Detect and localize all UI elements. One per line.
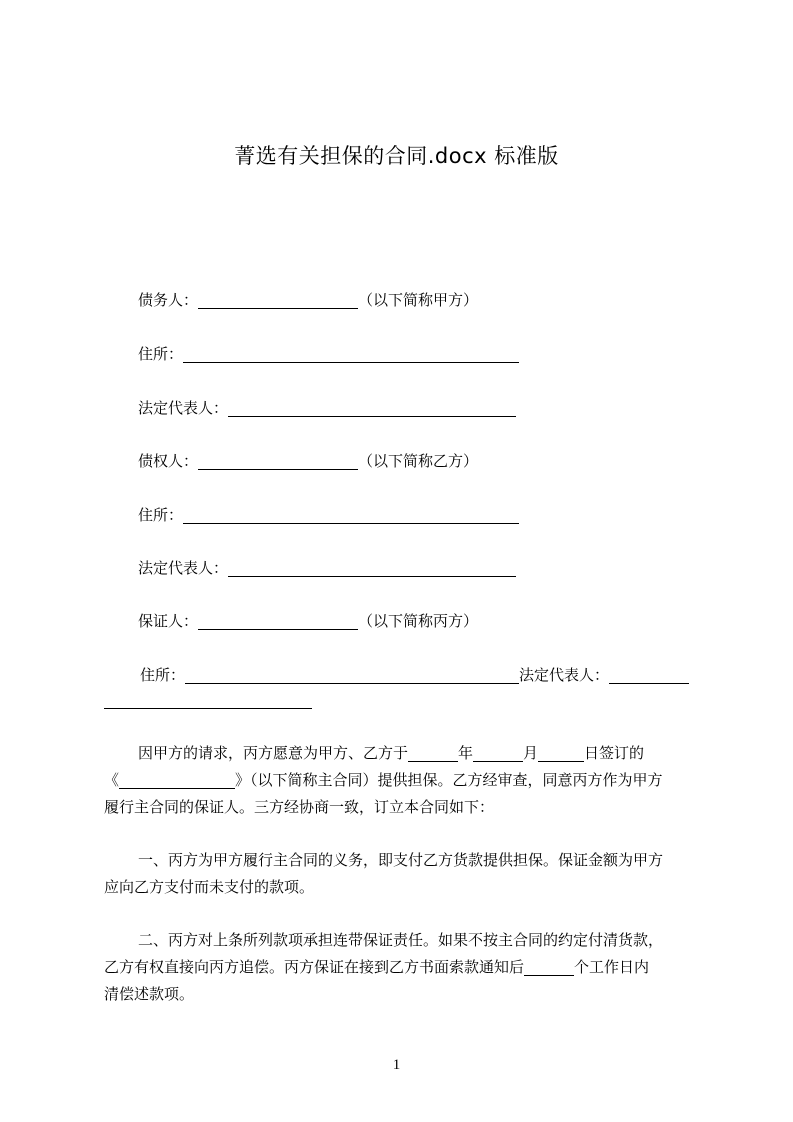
year-blank — [408, 745, 458, 762]
debtor-field — [138, 289, 478, 311]
clause-2-text: 个工作日内 — [574, 958, 650, 976]
contract-name-blank — [119, 772, 235, 789]
debtor-address-blank — [183, 346, 519, 363]
preamble-text: 因甲方的请求，丙方愿意为甲方、乙方于 — [138, 744, 409, 762]
debtor-rep-label: 法定代表人： — [138, 399, 229, 417]
guarantor-rep-blank-continued — [104, 692, 312, 709]
debtor-blank — [198, 292, 358, 309]
document-title: 菁选有关担保的合同.docx 标准版 — [234, 144, 559, 168]
contract-name-open: 《 — [104, 771, 120, 789]
workdays-blank — [524, 959, 574, 976]
debtor-note: （以下简称甲方） — [358, 291, 479, 309]
clause-2-line — [104, 954, 700, 981]
creditor-address-field — [138, 504, 519, 526]
clause-1-line: 应向乙方支付而未支付的款项。 — [104, 878, 315, 896]
guarantor-rep-blank — [609, 667, 689, 684]
debtor-rep-field — [138, 397, 516, 419]
creditor-blank — [198, 453, 358, 470]
debtor-address-field — [138, 343, 519, 365]
page-number: 1 — [392, 1057, 401, 1073]
guarantor-label: 保证人： — [138, 612, 199, 630]
clause-1-line: 一、丙方为甲方履行主合同的义务，即支付乙方货款提供担保。保证金额为甲方 — [138, 851, 664, 869]
guarantor-address-label: 住所： — [140, 666, 186, 684]
clause-2-line: 二、丙方对上条所列款项承担连带保证责任。如果不按主合同的约定付清货款， — [138, 931, 664, 949]
preamble-text: 》（以下简称主合同）提供担保。乙方经审查，同意丙方作为甲方 — [235, 771, 663, 789]
creditor-address-label: 住所： — [138, 506, 184, 524]
creditor-field — [138, 450, 478, 472]
creditor-note: （以下简称乙方） — [358, 452, 479, 470]
preamble-paragraph — [104, 740, 700, 821]
creditor-rep-field — [138, 557, 516, 579]
preamble-line — [104, 767, 700, 794]
preamble-line: 履行主合同的保证人。三方经协商一致，订立本合同如下： — [104, 798, 495, 816]
debtor-label: 债务人： — [138, 291, 199, 309]
guarantor-address-field — [140, 664, 689, 686]
guarantor-blank — [198, 613, 358, 630]
preamble-line — [104, 740, 700, 767]
creditor-address-blank — [183, 507, 519, 524]
guarantor-note: （以下简称丙方） — [358, 612, 479, 630]
creditor-label: 债权人： — [138, 452, 199, 470]
guarantor-field — [138, 610, 478, 632]
month-label: 月 — [523, 744, 539, 762]
clause-2-text: 乙方有权直接向丙方追偿。丙方保证在接到乙方书面索款通知后 — [104, 958, 525, 976]
debtor-address-label: 住所： — [138, 345, 184, 363]
clause-1-paragraph — [104, 847, 700, 901]
year-label: 年 — [458, 744, 474, 762]
debtor-rep-blank — [228, 400, 516, 417]
creditor-rep-blank — [228, 560, 516, 577]
day-label: 日签订的 — [584, 744, 645, 762]
clause-2-paragraph — [104, 927, 700, 1008]
guarantor-rep-label: 法定代表人： — [519, 666, 610, 684]
day-blank — [538, 745, 584, 762]
month-blank — [473, 745, 523, 762]
creditor-rep-label: 法定代表人： — [138, 559, 229, 577]
clause-2-line: 清偿述款项。 — [104, 985, 195, 1003]
guarantor-address-blank — [185, 667, 519, 684]
